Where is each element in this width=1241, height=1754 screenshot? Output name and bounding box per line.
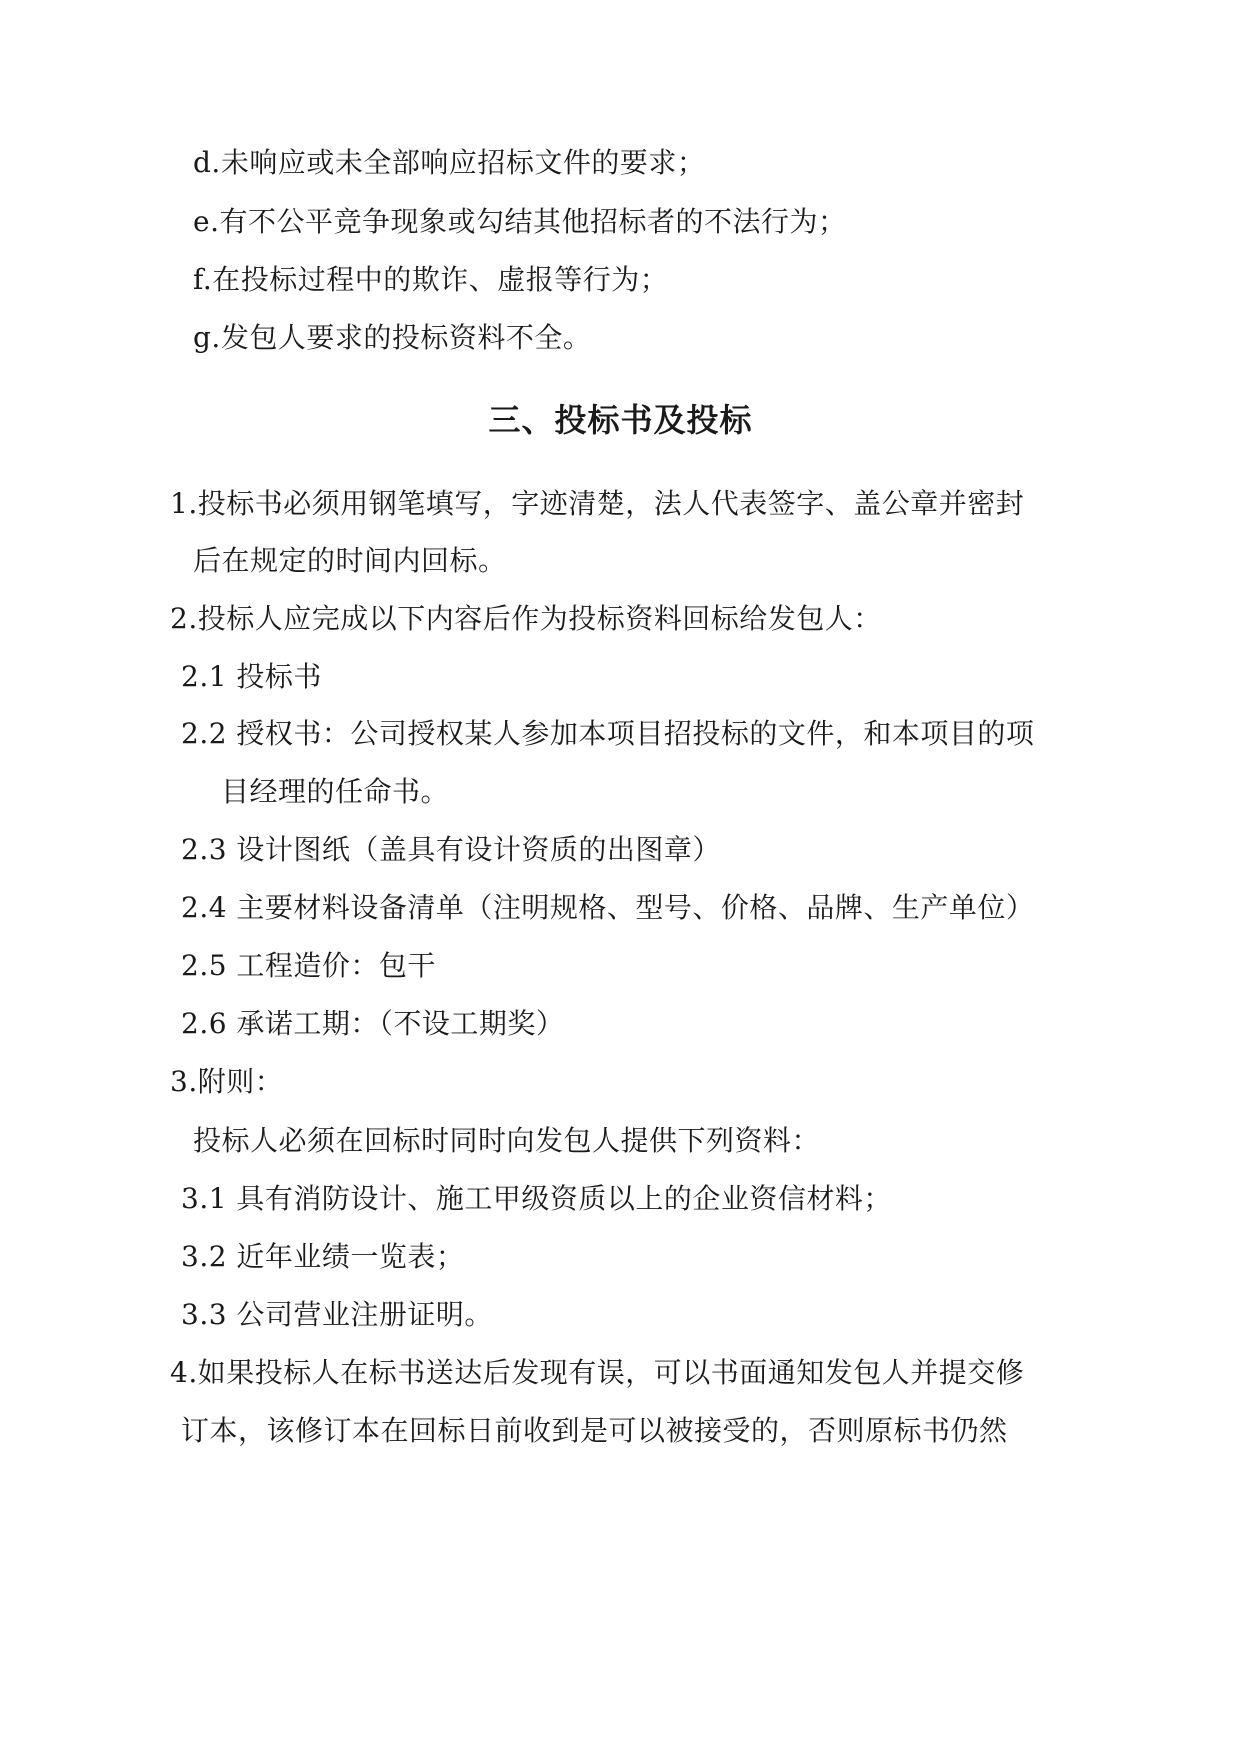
list-item-d: d.未响应或未全部响应招标文件的要求； [193,146,706,179]
item-2-1: 2.1 投标书 [181,660,322,693]
item-1-line-2: 后在规定的时间内回标。 [193,544,507,577]
item-3-3: 3.3 公司营业注册证明。 [181,1298,493,1331]
item-1-line-1: 1.投标书必须用钢笔填写，字迹清楚，法人代表签字、盖公章并密封 [170,487,1025,520]
list-item-f: f.在投标过程中的欺诈、虚报等行为； [193,263,669,296]
item-2-3: 2.3 设计图纸（盖具有设计资质的出图章） [181,833,721,866]
item-3-intro: 投标人必须在回标时同时向发包人提供下列资料： [193,1124,821,1157]
item-2-2-line-1: 2.2 授权书：公司授权某人参加本项目招投标的文件，和本项目的项 [181,717,1035,750]
item-3-2: 3.2 近年业绩一览表； [181,1240,465,1273]
list-item-g: g.发包人要求的投标资料不全。 [193,321,592,354]
item-3-1: 3.1 具有消防设计、施工甲级资质以上的企业资信材料； [181,1182,892,1215]
item-4-line-2: 订本，该修订本在回标日前收到是可以被接受的，否则原标书仍然 [181,1414,1008,1447]
item-3: 3.附则： [170,1065,284,1098]
item-2-2-line-2: 目经理的任命书。 [221,775,450,808]
item-4-line-1: 4.如果投标人在标书送达后发现有误，可以书面通知发包人并提交修 [170,1356,1025,1389]
section-heading: 三、投标书及投标 [488,401,753,439]
item-2-4: 2.4 主要材料设备清单（注明规格、型号、价格、品牌、生产单位） [181,891,1035,924]
item-2: 2.投标人应完成以下内容后作为投标资料回标给发包人： [170,602,882,635]
item-2-6: 2.6 承诺工期：（不设工期奖） [181,1007,565,1040]
item-2-5: 2.5 工程造价：包干 [181,949,436,982]
list-item-e: e.有不公平竞争现象或勾结其他招标者的不法行为； [193,205,847,238]
